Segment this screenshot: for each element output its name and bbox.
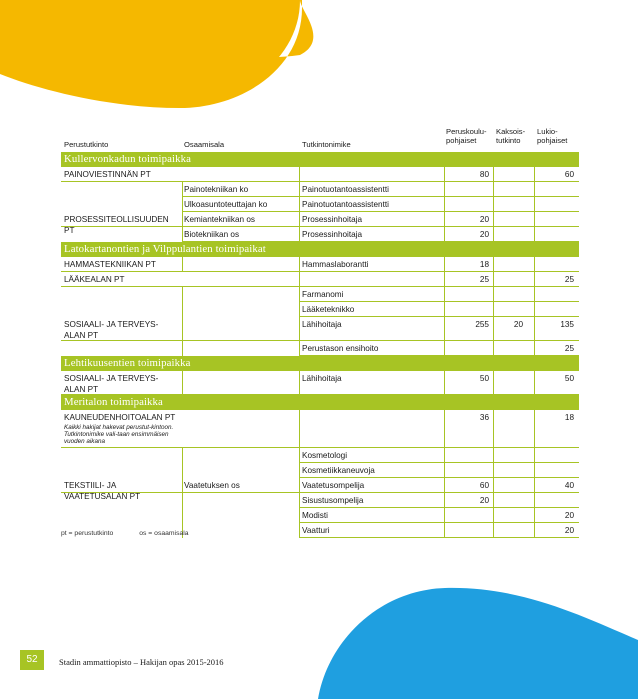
pt-cell: PAINOVIESTINNÄN PT: [64, 170, 151, 179]
column-divider: [182, 302, 183, 317]
column-divider: [534, 493, 535, 508]
tutkintonimike-cell: Vaatturi: [302, 526, 330, 535]
column-divider: [493, 341, 494, 356]
column-divider: [444, 523, 445, 538]
osaamisala-cell: Painotekniikan ko: [184, 185, 249, 194]
column-divider: [299, 302, 300, 317]
column-divider: [182, 508, 183, 523]
footnote: [61, 530, 189, 537]
column-divider: [493, 197, 494, 212]
pt-cell: SOSIAALI- JA TERVEYS-ALAN PT: [64, 374, 159, 394]
column-divider: [182, 182, 183, 197]
lu-value: 20: [564, 526, 574, 535]
header-perustutkinto: Perustutkinto: [64, 140, 109, 149]
section-title: Meritalon toimipaikka: [61, 395, 579, 410]
lu-value: 135: [560, 320, 574, 329]
pk-value: 20: [479, 496, 489, 505]
column-divider: [444, 463, 445, 478]
column-divider: [299, 508, 300, 523]
column-divider: [493, 410, 494, 448]
table-row: [61, 272, 579, 287]
osaamisala-cell: Vaatetuksen os: [184, 481, 240, 490]
column-divider: [299, 523, 300, 538]
column-divider: [534, 463, 535, 478]
column-divider: [493, 227, 494, 242]
section-title: Kullervonkadun toimipaikka: [61, 152, 579, 167]
osaamisala-cell: Biotekniikan os: [184, 230, 240, 239]
column-divider: [299, 341, 300, 356]
pt-cell: SOSIAALI- JA TERVEYS-ALAN PT: [64, 320, 159, 340]
column-divider: [493, 302, 494, 317]
pt-cell: TEKSTIILI- JA VAATETUSALAN PT: [64, 481, 141, 501]
table-row: [61, 197, 579, 212]
column-divider: [493, 167, 494, 182]
column-divider: [444, 341, 445, 356]
column-divider: [299, 197, 300, 212]
yellow-arc-shape: [0, 0, 313, 108]
table-row: [61, 287, 579, 302]
tutkintonimike-cell: Prosessinhoitaja: [302, 230, 363, 239]
pt-cell: HAMMASTEKNIIKAN PT: [64, 260, 156, 269]
column-divider: [299, 463, 300, 478]
table-row: [61, 257, 579, 272]
osaamisala-cell: Ulkoasuntoteuttajan ko: [184, 200, 268, 209]
pk-value: 36: [479, 413, 489, 422]
lu-value: 25: [564, 275, 574, 284]
column-divider: [182, 341, 183, 356]
column-divider: [493, 463, 494, 478]
column-divider: [444, 182, 445, 197]
column-divider: [182, 478, 183, 493]
pk-value: 60: [479, 481, 489, 490]
column-divider: [182, 287, 183, 302]
column-divider: [182, 197, 183, 212]
table-body: [61, 152, 579, 538]
table-row: [61, 410, 579, 448]
column-divider: [299, 272, 300, 287]
column-divider: [493, 272, 494, 287]
lu-value: 20: [564, 511, 574, 520]
column-divider: [182, 463, 183, 478]
lu-value: 25: [564, 344, 574, 353]
tutkintonimike-cell: Farmanomi: [302, 290, 344, 299]
column-divider: [299, 182, 300, 197]
osaamisala-cell: Kemiantekniikan os: [184, 215, 255, 224]
lu-value: 18: [564, 413, 574, 422]
column-divider: [534, 212, 535, 227]
column-divider: [299, 227, 300, 242]
pk-value: 20: [479, 230, 489, 239]
column-divider: [493, 212, 494, 227]
lu-value: 40: [564, 481, 574, 490]
column-divider: [493, 371, 494, 395]
column-divider: [182, 227, 183, 242]
column-divider: [493, 287, 494, 302]
column-divider: [299, 167, 300, 182]
column-divider: [534, 341, 535, 356]
column-divider: [299, 448, 300, 463]
pk-value: 18: [479, 260, 489, 269]
column-divider: [534, 257, 535, 272]
blue-arc-shape: [318, 588, 638, 699]
pk-value: 20: [479, 215, 489, 224]
tutkintonimike-cell: Prosessinhoitaja: [302, 215, 363, 224]
pt-cell: KAUNEUDENHOITOALAN PT: [64, 413, 176, 422]
column-divider: [534, 317, 535, 341]
tutkintonimike-cell: Painotuotantoassistentti: [302, 200, 389, 209]
footer-title: Stadin ammattiopisto – Hakijan opas 2015-2016: [59, 657, 224, 667]
column-divider: [182, 371, 183, 395]
column-divider: [534, 371, 535, 395]
column-divider: [299, 257, 300, 272]
tutkintonimike-cell: Kosmetiikkaneuvoja: [302, 466, 375, 475]
tutkintonimike-cell: Painotuotantoassistentti: [302, 185, 389, 194]
column-divider: [444, 257, 445, 272]
column-divider: [534, 448, 535, 463]
footnote-pt: pt = perustutkinto: [61, 530, 114, 537]
column-divider: [534, 410, 535, 448]
column-divider: [534, 523, 535, 538]
tutkintonimike-cell: Lääketeknikko: [302, 305, 355, 314]
tutkintonimike-cell: Vaatetusompelija: [302, 481, 365, 490]
course-table: [61, 126, 579, 538]
column-divider: [444, 410, 445, 448]
column-divider: [534, 227, 535, 242]
column-divider: [182, 212, 183, 227]
tutkintonimike-cell: Modisti: [302, 511, 328, 520]
tutkintonimike-cell: Perustason ensihoito: [302, 344, 379, 353]
column-divider: [493, 257, 494, 272]
header-kaksois: Kaksois- tutkinto: [496, 127, 526, 146]
table-row: [61, 448, 579, 463]
column-divider: [493, 182, 494, 197]
column-divider: [182, 493, 183, 508]
table-row: [61, 302, 579, 317]
pk-value: 25: [479, 275, 489, 284]
column-divider: [182, 317, 183, 341]
table-row: [61, 463, 579, 478]
column-divider: [444, 227, 445, 242]
column-divider: [534, 197, 535, 212]
table-row: [61, 371, 579, 395]
column-divider: [182, 448, 183, 463]
table-row: [61, 227, 579, 242]
column-divider: [444, 197, 445, 212]
column-divider: [299, 317, 300, 341]
column-divider: [534, 302, 535, 317]
column-divider: [534, 272, 535, 287]
table-row: [61, 508, 579, 523]
table-row: [61, 341, 579, 356]
column-divider: [299, 410, 300, 448]
column-divider: [444, 272, 445, 287]
footnote-os: os = osaamisala: [139, 530, 189, 537]
page-number-badge: 52: [20, 650, 44, 670]
column-divider: [534, 167, 535, 182]
column-divider: [299, 212, 300, 227]
table-header: [61, 126, 579, 152]
header-peruskoulu: Peruskoulu- pohjaiset: [446, 127, 487, 146]
column-divider: [534, 287, 535, 302]
column-divider: [444, 478, 445, 493]
column-divider: [444, 493, 445, 508]
column-divider: [299, 478, 300, 493]
header-osaamisala: Osaamisala: [184, 140, 225, 149]
column-divider: [493, 448, 494, 463]
column-divider: [444, 212, 445, 227]
pk-value: 50: [479, 374, 489, 383]
tutkintonimike-cell: Hammaslaborantti: [302, 260, 369, 269]
tutkintonimike-cell: Kosmetologi: [302, 451, 348, 460]
pk-value: 255: [475, 320, 489, 329]
column-divider: [493, 523, 494, 538]
column-divider: [444, 371, 445, 395]
header-lukio: Lukio- pohjaiset: [537, 127, 568, 146]
section-title: Lehtikuusentien toimipaikka: [61, 356, 579, 371]
lu-value: 50: [564, 374, 574, 383]
note-text: Kaikki hakijat hakevat perustut-kintoon. Tutkintonimike vali-taan ensimmäisen vuoden aikana: [64, 424, 174, 446]
row-divider: [182, 241, 579, 242]
column-divider: [299, 371, 300, 395]
column-divider: [493, 493, 494, 508]
pk-value: 80: [479, 170, 489, 179]
column-divider: [444, 302, 445, 317]
column-divider: [493, 508, 494, 523]
tutkintonimike-cell: Sisustusompelija: [302, 496, 364, 505]
pt-cell: LÄÄKEALAN PT: [64, 275, 125, 284]
tutkintonimike-cell: Lähihoitaja: [302, 320, 342, 329]
table-row: [61, 317, 579, 341]
column-divider: [534, 182, 535, 197]
tutkintonimike-cell: Lähihoitaja: [302, 374, 342, 383]
yellow-arc-inner: [0, 0, 300, 103]
column-divider: [299, 493, 300, 508]
column-divider: [493, 317, 494, 341]
column-divider: [444, 287, 445, 302]
column-divider: [299, 287, 300, 302]
column-divider: [444, 167, 445, 182]
header-tutkintonimike: Tutkintonimike: [302, 140, 351, 149]
column-divider: [444, 508, 445, 523]
column-divider: [534, 478, 535, 493]
table-row: [61, 493, 579, 508]
ka-value: 20: [513, 320, 523, 329]
column-divider: [493, 478, 494, 493]
column-divider: [444, 448, 445, 463]
table-row: [61, 182, 579, 197]
section-title: Latokartanontien ja Vilppulantien toimipaikat: [61, 242, 579, 257]
column-divider: [182, 257, 183, 272]
column-divider: [534, 508, 535, 523]
lu-value: 60: [564, 170, 574, 179]
pt-cell: PROSESSITEOLLISUUDEN PT: [64, 215, 169, 235]
table-row: [61, 167, 579, 182]
column-divider: [444, 317, 445, 341]
